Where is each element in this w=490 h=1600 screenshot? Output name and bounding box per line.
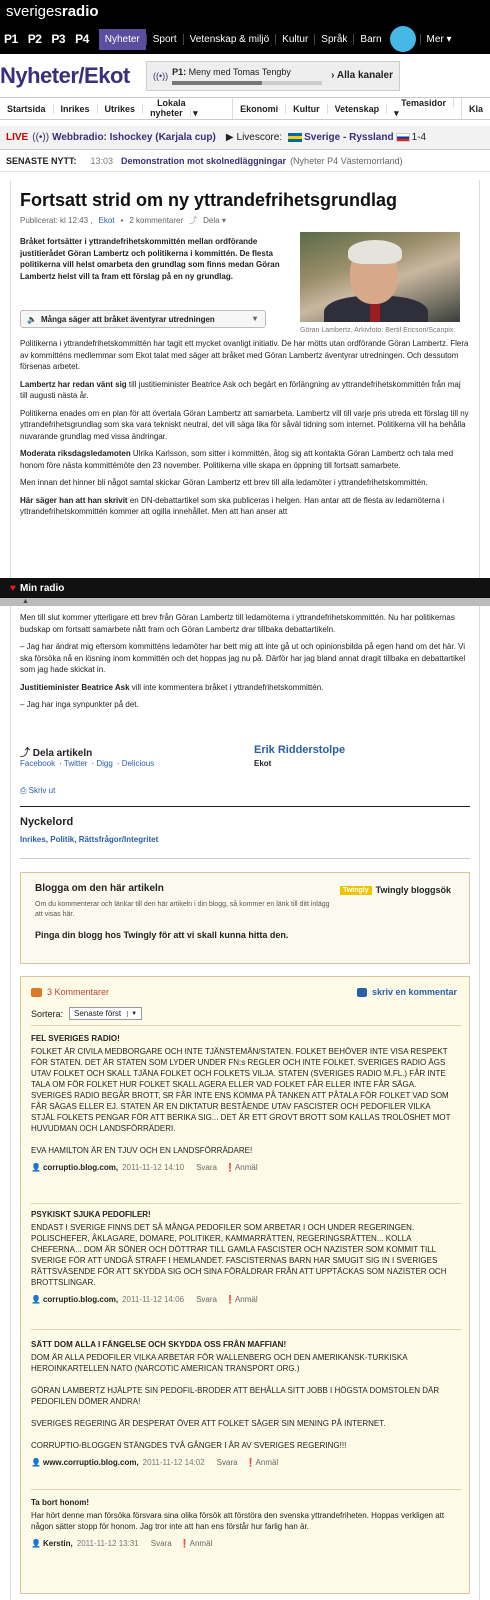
player-progress-fill [172,81,262,85]
webradio-link[interactable]: Webbradio: Ishockey (Karjala cup) [52,132,216,143]
article-body: Politikerna i yttrandefrihetskommittén har tagit ett mycket ovanligt initiativ. De har mötts utan ordförande Göran Lambertz. Flera av kommitténs medlemmar som Ekot talat med säger att bråket med Göran Lambertz äventyrar utredningen. Och dessutom försenas arbetet. Lambertz har redan vänt sig till justitieminister Beatrice Ask och begärt en förlängning av yttrandefrihetskommittén från maj till augusti nästa år. Politikerna enades om en plan för att övertala Göran Lambertz att samarbeta. Lambertz vill till varje pris utreda ett förslag till ny yttrandefrihetsgrundlag som ska vara tekniskt neutral, det vill säga lika för såväl tidning som internet. Politikerna vill ha behålla nuvarande grundlag med vissa ändringar. Moderata riksdagsledamoten Ulrika Karlsson, som sitter i kommittén, åtog sig att kontakta Göran Lambertz och tala med honom före nästa kommittémöte den 23 november. Politikerna ville skapa en öppning till fortsatt samarbete. Men innan det hinner bli något samtal skickar Göran Lambertz ett brev till alla ledamöter i yttrandefrihetskommittén. Här säger han att han skrivit en DN-debattartikel som ska publiceras i helgen. Han antar att de flesta av ledamöterna i yttrandefrihetskommittén kommer att ogilla innehållet. Men att han anser att [20,339,469,516]
comment-item: PSYKISKT SJUKA PEDOFILER! ENDAST I SVERIGE FINNS DET SÅ MÅNGA PEDOFILER SOM ARBETAR I OCH UNDER REGERINGEN. POLISCHEFER, ÅKLAGARE, DOMARE, POLITIKER, KAMMARRÄTTEN, REGERINGSRÄTTEN... KOLLA CHEFERNA... DOM ÄR SÖNER OCH DÖTTRAR TILL GAMLA FASCISTER OCH NAZISTER SOM KOMMIT TILL SVERIGE FÖR ATT UNDGÅ STRAFF I HEMLANDET. FASCISTERNAS BARN HAR SMUGIT SIG IN I SVERIGES RÄTTSVÄSENDE FÖR ATT SKYDDA SIG OCH SINA FÖRÄLDRAR FRÅN ATT UPPTÄCKAS SOM NAZISTER OCH BROTTSLINGAR. 👤 corruptio.blog.com, 2011-11-12 14:06 Svara ❗ Anmäl [31,1209,451,1305]
nav-sport[interactable]: Sport [146,34,183,45]
subnav-vetenskap[interactable]: Vetenskap [328,104,388,114]
comment-bubble-icon [31,988,42,997]
divider [20,806,470,807]
divider [20,858,470,859]
comment-body: DOM ÄR ALLA PEDOFILER VILKA ARBETAR FÖR WALLENBERG OCH DEN AMERIKANSK-TURKISKA HEROINKARTELLEN NATO (NARCOTIC AMERICAN TRANSPORT ORG.) GÖRAN LAMBERTZ HJÄLPTE SIN PEDOFIL-BRODER ATT BEHÅLLA SITT JOBB I HÖGSTA DOMSTOLEN DÄR PEDOFILEN DÖMER ANDRA! SVERIGES REGERING ÄR DESPERAT ÖVER ATT FOLKET SÄGER SIN MENING PÅ INTERNET. CORRUPTIO-BLOGGEN STÄNGDES TVÅ GÅNGER I ÅR AV SVERIGES REGERING!!! [31,1353,440,1450]
channel-p4[interactable]: P4 [75,32,89,46]
comment-author[interactable]: www.corruptio.blog.com, [42,1458,139,1467]
blog-title: Blogga om den här artikeln [35,883,164,894]
divider [31,1025,461,1026]
comment-title: FEL SVERIGES RADIO! [31,1034,120,1043]
comment-add-icon [357,988,367,997]
min-radio-bar[interactable]: ♥ Min radio [0,578,490,598]
comment-author[interactable]: corruptio.blog.com, [42,1163,119,1172]
latest-time: 13:03 [90,155,114,166]
report-icon: ❗ [245,1458,256,1467]
comment-body: ENDAST I SVERIGE FINNS DET SÅ MÅNGA PEDOFILER SOM ARBETAR I OCH UNDER REGERINGEN. POLISCHEFER, ÅKLAGARE, DOMARE, POLITIKER, KAMMARRÄTTEN, REGERINGSRÄTTEN... KOLLA CHEFERNA... DOM ÄR SÖNER OCH DÖTTRAR TILL GAMLA FASCISTER OCH NAZISTER SOM KOMMIT TILL SVERIGE FÖR ATT UNDGÅ STRAFF I HEMLANDET. FASCISTERNAS BARN HAR SMUGIT SIG IN I SVERIGES RÄTTSVÄSENDE FÖR ATT SKYDDA SIG OCH SINA FÖRÄLDRAR FRÅN ATT UPPTÄCKAS SOM NAZISTER OCH BROTTSLINGAR. [31,1223,447,1287]
comments-link[interactable]: 2 kommentarer [129,216,184,225]
divider [31,1329,461,1330]
sweden-flag-icon [288,133,302,142]
share-twitter[interactable]: Twitter [63,759,88,768]
comments-section [20,976,470,1594]
sort-select[interactable]: Senaste först ▼ [69,1007,142,1020]
subnav-utrikes[interactable]: Utrikes [98,104,144,114]
nav-mer[interactable]: Mer ▾ [420,34,458,45]
report-link[interactable]: Anmäl [234,1295,258,1304]
subnav-startsida[interactable]: Startsida [0,104,54,114]
kids-mascot-icon[interactable] [390,26,416,52]
blog-box [20,872,470,964]
subnav-temasidor[interactable]: Temasidor ▾ [387,98,462,119]
channel-p2[interactable]: P2 [27,32,42,46]
site-logo[interactable]: sverigesradio [6,3,99,20]
comment-body: FOLKET ÄR CIVILA MEDBORGARE OCH INTE TJÄNSTEMÄN/STATEN. FOLKET BEHÖVER INTE VISA RESPEKT FÖR STATEN. DET ÄR STATEN SOM LYDER UNDER FN:s REGLER OCH INTE FOLKET. SVERIGES RADIO ÄGS UTAV FOLKET OCH SKALL TJÄNA FOLKET OCH FOLKETS VILJA. STATEN (SVERIGES RADIO M.FL.) FÅR INTE TALA OM FÖR FOLKET HUR FOLKET SKALL AGERA ELLER VAD FOLKET FÅR ELLER INTE FÅR SÄGA. SVERIGES RADIO BEGÅR BROTT, SR FÅR INTE ENS KOMMA PÅ TANKEN ATT PÅTALA FÖR FOLKET VAD SOM FÅR SÄGAS ELLER EJ. STATEN ÄR EN DIKTATUR BESTÅENDE UTAV FASCISTER OCH PEDOFILER VILKA STJÄL FOLKETS PENGAR FÖR ATT BERIKA SIG... DET ÄR ETT GROVT BROTT SOM KALLAS TROLÖSHET MOT HUVUDMAN OCH LANDSFÖRRÄDERI. EVA HAMILTON ÄR EN TJUV OCH EN LANDSFÖRRÄDARE! [31,1047,451,1155]
subnav-kultur[interactable]: Kultur [286,104,328,114]
subnav-inrikes[interactable]: Inrikes [54,104,98,114]
match-link[interactable]: Sverige - Ryssland [304,132,394,143]
reply-link[interactable]: Svara [196,1295,217,1304]
nav-barn[interactable]: Barn [353,34,387,45]
latest-label: SENASTE NYTT: [6,155,77,166]
comment-body: Har hört denne man försöka försvara sina olika försök att förstöra den svenska yttrandefriheten. Hoppas verkligen att någon sätter stopp för honom. Jag tror inte att han ens förstår hur farlig han är. [31,1511,445,1531]
channel-p3[interactable]: P3 [51,32,66,46]
divider [31,1203,461,1204]
heart-icon: ♥ [10,582,16,594]
chevron-up-icon: ▲ [22,598,29,605]
livescore-icon: ▶ [225,132,234,143]
portrait-photo [300,232,460,322]
printer-icon: ⎙ [20,786,27,795]
author-name[interactable]: Erik Ridderstolpe [254,744,346,756]
comment-icon: ▪ [120,216,124,225]
section-header [0,54,490,98]
report-link[interactable]: Anmäl [234,1163,258,1172]
now-playing[interactable]: Meny med Tomas Tengby [188,66,291,77]
match-score: 1-4 [411,132,427,143]
reply-link[interactable]: Svara [150,1539,172,1548]
comment-title: SÄTT DOM ALLA I FÄNGELSE OCH SKYDDA OSS FRÅN MAFFIAN! [31,1340,287,1349]
comment-title: Ta bort honom! [31,1498,90,1507]
blog-ping: Pinga din blogg hos Twingly för att vi skall kunna hitta den. [35,930,289,940]
latest-headline[interactable]: Demonstration mot skolnedläggningar [121,155,287,166]
player-progress [172,81,322,85]
speaker-icon: 🔈 [27,314,37,324]
section-title[interactable]: Nyheter/Ekot [0,62,130,88]
article [10,180,480,516]
live-bar [0,126,490,150]
comment-author[interactable]: corruptio.blog.com, [42,1295,119,1304]
comments-count: 3 Kommentarer [31,987,109,997]
keywords-list[interactable]: Inrikes, Politik, Rättsfrågor/Integritet [20,835,159,844]
share-facebook[interactable]: Facebook [20,759,56,768]
report-icon: ❗ [179,1539,190,1548]
channel-nav [0,24,490,54]
author-org: Ekot [254,759,272,768]
image-caption: Göran Lambertz. Arkivfoto: Bertil Ericson/Scanpix. [300,327,456,334]
share-icon: ⤴ [189,216,198,225]
subnav-ekonomi[interactable]: Ekonomi [233,104,286,114]
user-icon: 👤 [31,1163,41,1172]
article-image[interactable] [300,232,460,335]
program-link[interactable]: Ekot [98,216,115,225]
livescore-label: Livescore: [236,132,283,143]
all-channels-link[interactable]: › Alla kanaler [331,70,393,81]
live-label: LIVE [6,132,29,143]
reply-link[interactable]: Svara [216,1458,238,1467]
report-icon: ❗ [224,1163,235,1172]
section-subnav [0,98,490,120]
min-radio-toggle[interactable] [0,598,490,606]
article-ingress: Bråket fortsätter i yttrandefrihetskommittén mellan ordförande justitierådet Göran Lambertz och politikerna i kommittén. De flesta politikerna vill helst omarbeta den grundlag som finns medan Göran Lambertz helst vill ta fram ett förslag på en ny grundlag. [20,237,280,281]
comment-item: Ta bort honom! Har hört denne man försöka försvara sina olika försök att förstöra den svenska yttrandefriheten. Hoppas verkligen att någon sätter stopp för honom. Jag tror inte att han ens förstår hur farlig han är. 👤 Kerstin, 2011-11-12 13:31 Svara ❗ Anmäl [31,1497,451,1549]
comment-item: SÄTT DOM ALLA I FÄNGELSE OCH SKYDDA OSS FRÅN MAFFIAN! DOM ÄR ALLA PEDOFILER VILKA ARBETAR FÖR WALLENBERG OCH DEN AMERIKANSK-TURKISKA HEROINKARTELLEN NATO (NARCOTIC AMERICAN TRANSPORT ORG.) GÖRAN LAMBERTZ HJÄLPTE SIN PEDOFIL-BRODER ATT BEHÅLLA SITT JOBB I HÖGSTA DOMSTOLEN DÄR PEDOFILEN DÖMER ANDRA! SVERIGES REGERING ÄR DESPERAT ÖVER ATT FOLKET SÄGER SIN MENING PÅ INTERNET. CORRUPTIO-BLOGGEN STÄNGDES TVÅ GÅNGER I ÅR AV SVERIGES REGERING!!! 👤 www.corruptio.blog.com, 2011-11-12 14:02 Svara ❗ Anmäl [31,1339,451,1468]
share-delicious[interactable]: Delicious [121,759,155,768]
share-icon: ⤴ [20,748,30,759]
blog-description: Om du kommenterar och länkar till den här artikeln i din blogg, så kommer en länk till ditt inlägg att visas här. [35,901,330,918]
site-header [0,0,490,24]
article-title: Fortsatt strid om ny yttrandefrihetsgrundlag [20,190,398,210]
user-icon: 👤 [31,1458,41,1467]
webradio-icon: ((•)) [32,132,50,143]
share-section: ⤴ Dela artikeln Facebook · Twitter · Digg · Delicious ⎙ Skriv ut [20,744,220,796]
user-icon: 👤 [31,1539,41,1548]
author-box [254,744,345,768]
comment-title: PSYKISKT SJUKA PEDOFILER! [31,1210,151,1219]
share-digg[interactable]: Digg [96,759,113,768]
latest-source: (Nyheter P4 Västernorrland) [290,155,403,166]
nav-vetenskap[interactable]: Vetenskap & miljö [183,34,276,45]
channel-p1[interactable]: P1 [4,32,18,46]
broadcast-icon: ((•)) [153,70,169,81]
subnav-kla[interactable]: Kla [468,103,483,114]
divider [31,1489,461,1490]
latest-news-ticker [0,150,490,172]
subnav-lokala[interactable]: Lokala nyheter ▾ [143,98,233,119]
report-link[interactable]: Anmäl [189,1539,213,1548]
audio-play-button[interactable]: 🔈 Många säger att bråket äventyrar utredningen ▾ [20,310,266,328]
chevron-down-icon: ▾ [252,314,257,323]
keywords-title: Nyckelord [20,816,74,828]
sort-control: Sortera: Senaste först ▼ [31,1007,142,1020]
comment-item: FEL SVERIGES RADIO! FOLKET ÄR CIVILA MEDBORGARE OCH INTE TJÄNSTEMÄN/STATEN. FOLKET BEHÖVER INTE VISA RESPEKT FÖR STATEN. DET ÄR STATEN SOM LYDER UNDER FN:s REGLER OCH INTE FOLKET. SVERIGES RADIO ÄGS UTAV FOLKET OCH SKALL TJÄNA FOLKET OCH FOLKETS VILJA. STATEN (SVERIGES RADIO M.FL.) FÅR INTE TALA OM FÖR FOLKET HUR FOLKET SKALL AGERA ELLER VAD FOLKET FÅR ELLER INTE FÅR SÄGA. SVERIGES RADIO BEGÅR BROTT, SR FÅR INTE ENS KOMMA PÅ TANKEN ATT PÅTALA FÖR FOLKET VAD SOM FÅR SÄGAS ELLER EJ. STATEN ÄR EN DIKTATUR BESTÅENDE UTAV FASCISTER OCH PEDOFILER VILKA STJÄL FOLKETS PENGAR FÖR ATT BERIKA SIG... DET ÄR ETT GROVT BROTT SOM KALLAS TROLÖSHET MOT HUVUDMAN OCH LANDSFÖRRÄDERI. EVA HAMILTON ÄR EN TJUV OCH EN LANDSFÖRRÄDARE! 👤 corruptio.blog.com, 2011-11-12 14:10 Svara ❗ Anmäl [31,1034,451,1172]
share-dropdown[interactable]: Dela ▾ [203,216,226,225]
nav-kultur[interactable]: Kultur [275,34,314,45]
reply-link[interactable]: Svara [196,1163,217,1172]
nav-sprak[interactable]: Språk [314,34,353,45]
twingly-logo[interactable]: Twingly Twingly bloggsök [340,885,451,895]
print-link[interactable]: ⎙ Skriv ut [20,786,56,795]
nav-nyheter[interactable]: Nyheter [99,29,146,50]
user-icon: 👤 [31,1295,41,1304]
comment-author[interactable]: Kerstin, [42,1539,73,1548]
write-comment-link[interactable]: skriv en kommentar [357,987,457,997]
russia-flag-icon [396,133,410,142]
chevron-down-icon: ▼ [127,1011,137,1017]
report-icon: ❗ [224,1295,235,1304]
article-body-continued: Men till slut kommer ytterligare ett brev från Göran Lambertz till ledamöterna i yttrandefrihetskommittén. Nu har politikernas budskap om fortsatt samarbete nått fram och Göran Lambertz drar tillbaka debattartikeln. – Jag har ändrat mig eftersom kommitténs ledamöter har bett mig att inte gå ut och opinionsbilda på egen hand om det här. Vi ska försöka nå en lösning inom kommittén och det hoppas jag nu på. Därför har jag bland annat dragit tillbaka en debattartikel som jag hade skickat in. Justitieminister Beatrice Ask vill inte kommentera bråket i yttrandefrihetskommittén. – Jag har inga synpunkter på det. [20,613,466,709]
report-link[interactable]: Anmäl [255,1458,279,1467]
article-meta: Publicerat: kl 12:43 , Ekot ▪ 2 kommentarer ⤴ Dela ▾ [20,216,226,225]
live-player: ((•)) P1: Meny med Tomas Tengby › Alla kanaler [146,61,400,91]
